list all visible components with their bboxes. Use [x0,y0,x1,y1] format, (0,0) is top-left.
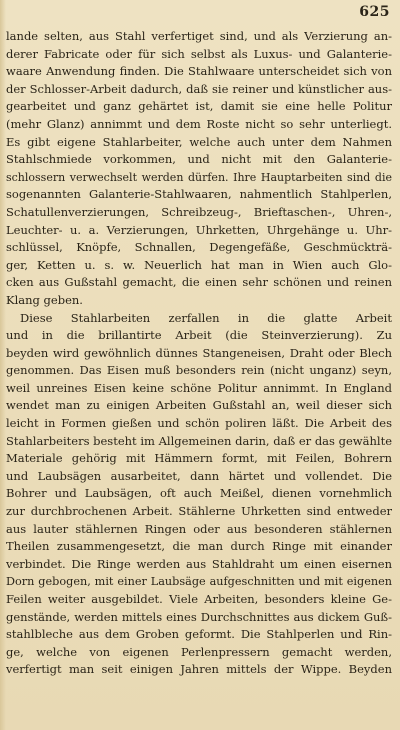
text-line: und in die brillantirte Arbeit (die Steinverzierung). Zu [6,328,392,343]
text-line: ger, Ketten u. s. w. Neuerlich hat man in Wien auch Glo- [6,257,392,272]
text-line: gearbeitet und ganz gehärtet ist, damit sie eine helle Politur [6,99,392,114]
body-text [6,28,392,679]
text-line: beyden wird gewöhnlich dünnes Stangeneisen, Draht oder Blech [6,345,392,360]
text-line: schlossern verwechselt werden dürfen. Ihre Hauptarbeiten sind die [6,170,392,184]
text-line: Stahlarbeiters besteht im Allgemeinen darin, daß er das gewählte [6,433,392,448]
text-line: wendet man zu einigen Arbeiten Gußstahl an, weil dieser sich [6,398,392,413]
text-line: Materiale gehörig mit Hämmern formt, mit Feilen, Bohrern [6,451,392,466]
text-line: Klang geben. [6,292,83,307]
text-line: genommen. Das Eisen muß besonders rein (nicht unganz) seyn, [6,363,392,378]
text-line: aus lauter stählernen Ringen oder aus besonderen stählernen [6,521,392,536]
text-line: Bohrer und Laubsägen, oft auch Meißel, dienen vornehmlich [6,486,392,501]
text-line: Schatullenverzierungen, Schreibzeug-, Brieftaschen-, Uhren-, [6,204,392,219]
text-line: Dorn gebogen, mit einer Laubsäge aufgeschnitten und mit eigenen [6,575,392,589]
text-line: weil unreines Eisen keine schöne Politur annimmt. In England [6,380,392,395]
text-line: derer Fabricate oder für sich selbst als Luxus- und Galanterie- [6,46,392,61]
text-line: cken aus Gußstahl gemacht, die einen sehr schönen und reinen [6,275,392,290]
text-line: Feilen weiter ausgebildet. Viele Arbeiten, besonders kleine Ge- [6,592,392,606]
text-line: lande selten, aus Stahl verfertiget sind, und als Verzierung an- [6,29,392,43]
text-line: zur durchbrochenen Arbeit. Stählerne Uhrketten sind entweder [6,504,392,519]
text-line: verfertigt man seit einigen Jahren mittels der Wippe. Beyden [6,662,392,677]
text-line: und Laubsägen ausarbeitet, dann härtet und vollendet. Die [6,468,392,483]
text-line: Leuchter- u. a. Verzierungen, Uhrketten, Uhrgehänge u. Uhr- [6,222,392,237]
page-number: 625 [359,4,390,20]
text-line: leicht in Formen gießen und schön poliren läßt. Die Arbeit des [6,416,392,431]
text-line: stahlbleche aus dem Groben geformt. Die Stahlperlen und Rin- [6,627,392,642]
text-line: (mehr Glanz) annimmt und dem Roste nicht so sehr unterliegt. [6,116,392,131]
text-line: Theilen zusammengesetzt, die man durch Ringe mit einander [6,539,392,554]
text-line: schlüssel, Knöpfe, Schnallen, Degengefäße, Geschmückträ- [6,240,392,255]
text-line: der Schlosser-Arbeit dadurch, daß sie reiner und künstlicher aus- [6,81,392,96]
text-line: Es gibt eigene Stahlarbeiter, welche auch unter dem Nahmen [6,134,392,149]
text-line: genstände, werden mittels eines Durchschnittes aus dickem Guß- [6,609,392,624]
text-line: Diese Stahlarbeiten zerfallen in die glatte Arbeit [20,310,392,325]
text-line: sogenannten Galanterie-Stahlwaaren, nahmentlich Stahlperlen, [6,187,392,202]
text-line: Stahlschmiede vorkommen, und nicht mit den Galanterie- [6,152,392,167]
paragraph-1 [6,28,392,310]
text-line: verbindet. Die Ringe werden aus Stahldraht um einen eisernen [6,556,392,571]
text-line: waare Anwendung finden. Die Stahlwaare unterscheidet sich von [6,64,392,79]
paragraph-2 [6,310,392,679]
text-line: ge, welche von eigenen Perlenpressern gemacht werden, [6,644,392,659]
